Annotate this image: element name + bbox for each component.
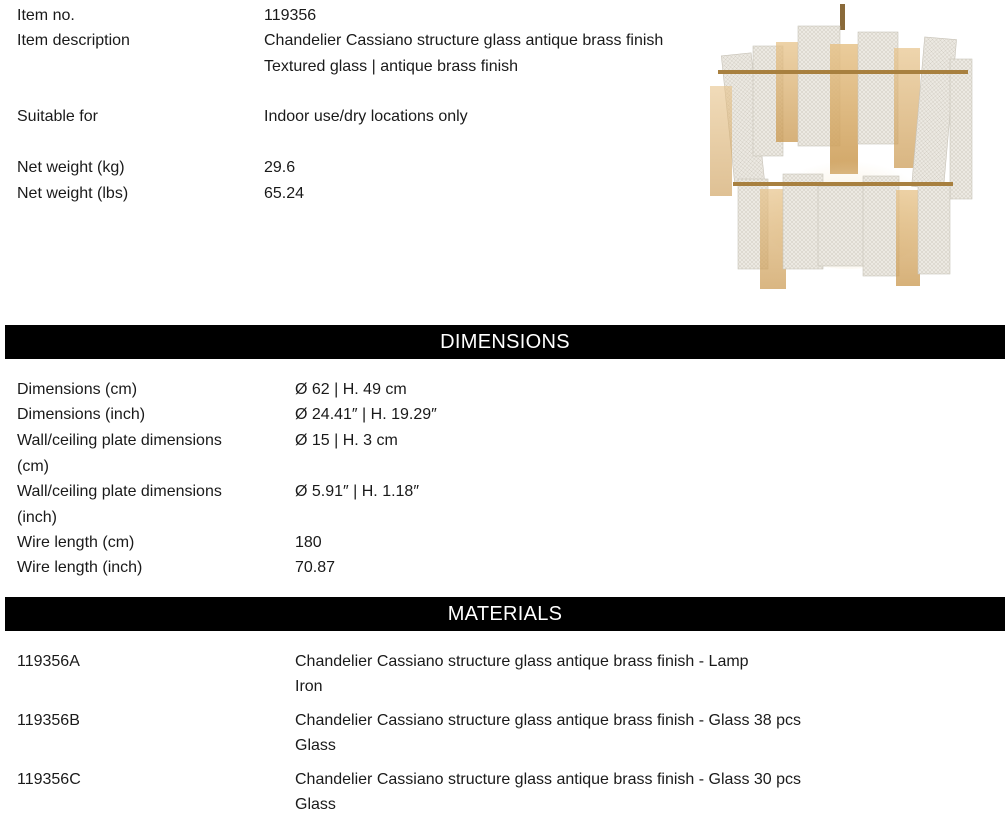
suitable-for-value: Indoor use/dry locations only [264,108,468,125]
suitable-for-label: Suitable for [17,108,98,125]
dimensions-inch-value: Ø 24.41″ | H. 19.29″ [295,406,437,423]
dimensions-cm-label: Dimensions (cm) [17,381,138,398]
plate-dimensions-inch-value: Ø 5.91″ | H. 1.18″ [295,483,419,500]
net-weight-kg-label: Net weight (kg) [17,159,125,176]
dimensions-inch-label: Dimensions (inch) [17,406,146,423]
plate-dimensions-cm-label: Wall/ceiling plate dimensions (cm) [17,432,222,475]
material-type-a: Iron [295,678,323,695]
wire-length-cm-label: Wire length (cm) [17,534,135,551]
material-type-c: Glass [295,796,336,813]
chandelier-photo [698,4,988,296]
dimensions-cm-value: Ø 62 | H. 49 cm [295,381,407,398]
material-desc-c: Chandelier Cassiano structure glass antique brass finish - Glass 30 pcs [295,771,802,788]
item-no-label: Item no. [17,7,75,24]
net-weight-lbs-value: 65.24 [264,185,305,202]
dimensions-heading [5,325,1005,359]
item-no-value: 119356 [264,7,317,24]
materials-heading-text: MATERIALS [447,602,563,625]
item-description-line2: Textured glass | antique brass finish [264,58,519,75]
material-desc-b: Chandelier Cassiano structure glass antique brass finish - Glass 38 pcs [295,712,802,729]
net-weight-kg-value: 29.6 [264,159,296,176]
material-type-b: Glass [295,737,336,754]
material-code-a: 119356A [17,653,80,670]
plate-dimensions-cm-value: Ø 15 | H. 3 cm [295,432,398,449]
item-description-label: Item description [17,32,130,49]
material-desc-a: Chandelier Cassiano structure glass antique brass finish - Lamp [295,653,749,670]
plate-dimensions-inch-label: Wall/ceiling plate dimensions (inch) [17,483,222,526]
wire-length-cm-value: 180 [295,534,322,551]
material-code-c: 119356C [17,771,81,788]
net-weight-lbs-label: Net weight (lbs) [17,185,129,202]
wire-length-inch-label: Wire length (inch) [17,559,143,576]
wire-length-inch-value: 70.87 [295,559,336,576]
materials-heading [5,597,1005,631]
item-description-line1: Chandelier Cassiano structure glass antique brass finish [264,32,664,49]
dimensions-heading-text: DIMENSIONS [440,330,570,353]
material-code-b: 119356B [17,712,80,729]
